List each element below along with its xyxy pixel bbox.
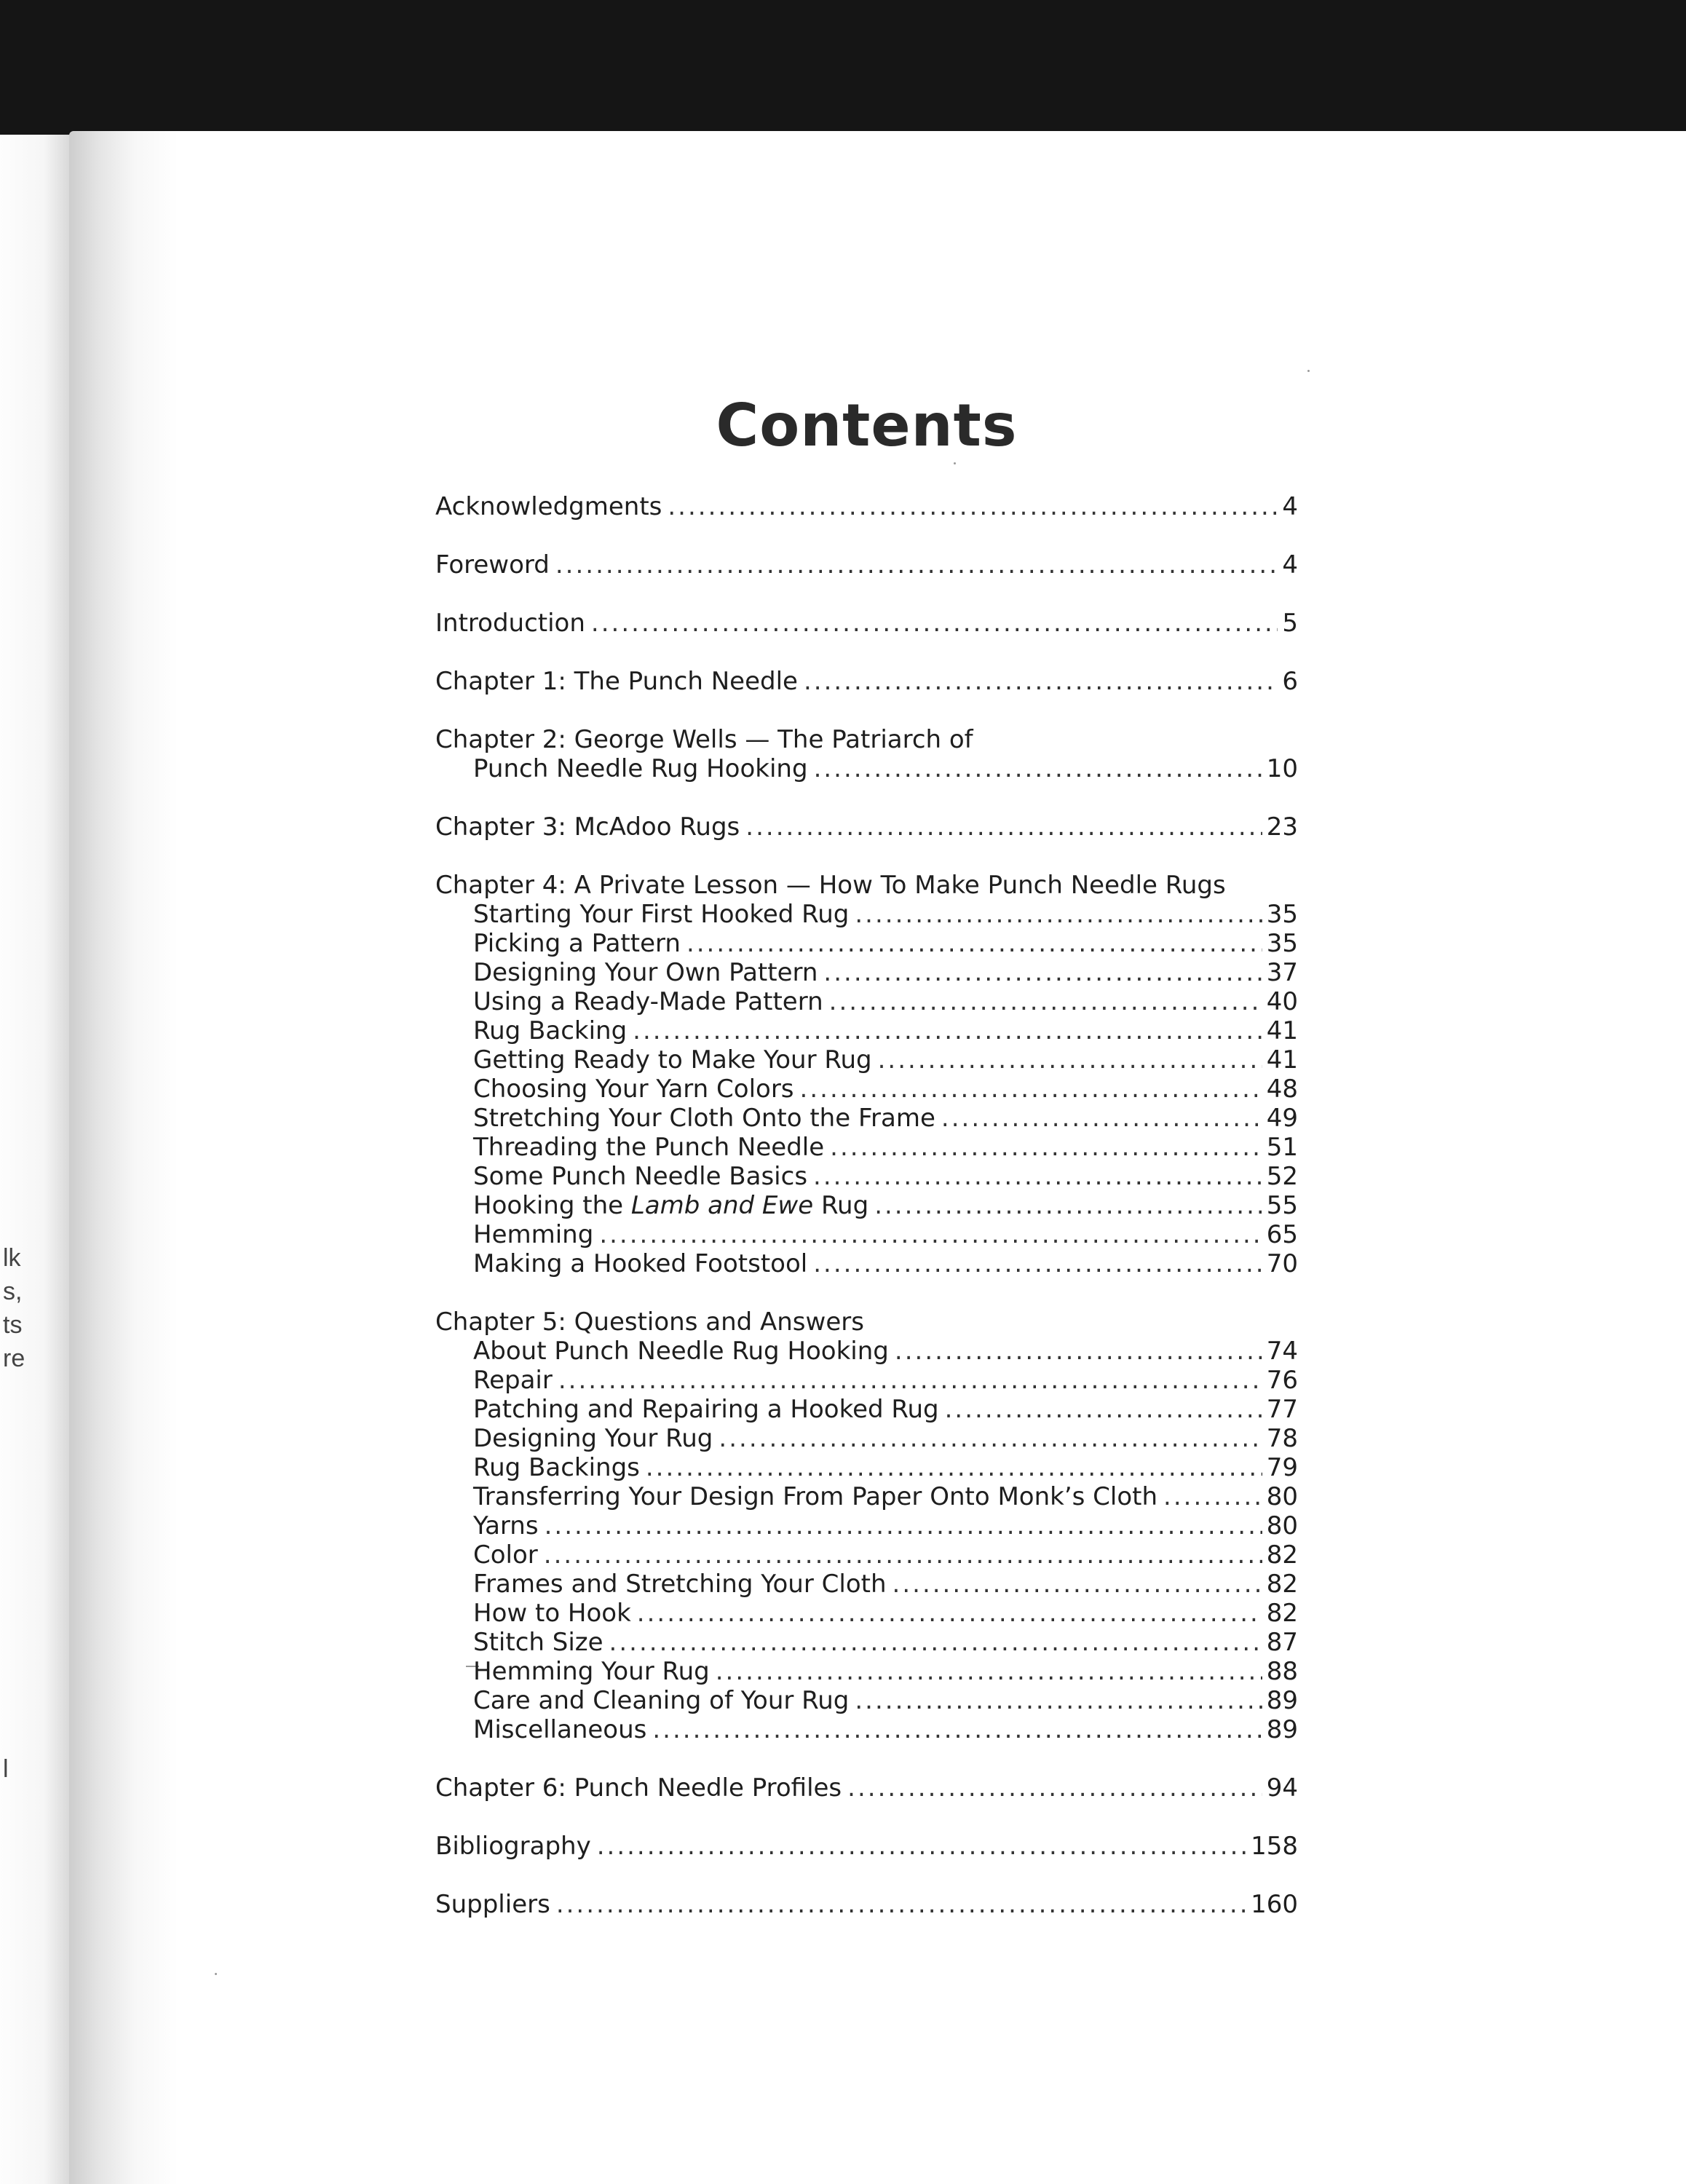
dot-leader <box>893 1570 1262 1599</box>
dot-leader <box>556 1890 1246 1919</box>
toc-subentry <box>435 1511 1298 1540</box>
toc-page-number: 158 <box>1251 1832 1298 1861</box>
dot-leader <box>895 1337 1262 1366</box>
left-page-text-fragment: re <box>3 1345 25 1372</box>
toc-entry-chapter-6 <box>435 1773 1298 1803</box>
toc-entry-title <box>473 1191 868 1220</box>
toc-entry-chapter-3 <box>435 812 1298 842</box>
toc-subentry <box>435 1191 1298 1220</box>
toc-entry-foreword <box>435 550 1298 579</box>
toc-entry-title: Transferring Your Design From Paper Onto Monk’s Cloth <box>473 1482 1158 1511</box>
toc-entry-title: Rug Backing <box>473 1016 628 1045</box>
dot-leader <box>545 1511 1262 1540</box>
toc-subentry <box>435 1337 1298 1366</box>
toc-entry-title: Threading the Punch Needle <box>473 1133 825 1162</box>
toc-page-number: 35 <box>1266 900 1298 929</box>
toc-entry-title: Introduction <box>435 609 585 638</box>
toc-page-number: 41 <box>1266 1045 1298 1075</box>
dot-leader <box>686 929 1262 958</box>
toc-page-number: 5 <box>1282 609 1298 638</box>
dot-leader <box>633 1016 1262 1045</box>
table-of-contents <box>435 386 1298 1948</box>
toc-page-number: 80 <box>1266 1511 1298 1540</box>
paper-speck <box>1307 370 1310 372</box>
toc-entry-title: Miscellaneous <box>473 1715 647 1744</box>
toc-entry-title: Getting Ready to Make Your Rug <box>473 1045 872 1075</box>
dot-leader <box>800 1075 1262 1104</box>
toc-chapter-heading: Chapter 5: Questions and Answers <box>435 1307 864 1337</box>
toc-entry-title: Patching and Repairing a Hooked Rug <box>473 1395 939 1424</box>
toc-entry-acknowledgments <box>435 492 1298 521</box>
toc-subentry <box>435 1249 1298 1278</box>
toc-entry-title: Acknowledgments <box>435 492 662 521</box>
left-page-text-fragment: l <box>3 1755 9 1783</box>
toc-entry-title: Starting Your First Hooked Rug <box>473 900 850 929</box>
toc-subentry <box>435 1453 1298 1482</box>
toc-page-number: 4 <box>1282 492 1298 521</box>
toc-subentry <box>435 987 1298 1016</box>
toc-title-part: Hooking the <box>473 1191 631 1220</box>
dot-leader <box>609 1628 1262 1657</box>
toc-entry-title: Making a Hooked Footstool <box>473 1249 808 1278</box>
toc-subentry <box>435 1133 1298 1162</box>
dot-leader <box>847 1773 1262 1803</box>
toc-page-number: 88 <box>1266 1657 1298 1686</box>
dot-leader <box>823 958 1262 987</box>
toc-subentry <box>435 1220 1298 1249</box>
toc-subentry <box>435 1540 1298 1570</box>
toc-subentry <box>435 1657 1298 1686</box>
dot-leader <box>830 1133 1262 1162</box>
toc-entry-title: How to Hook <box>473 1599 631 1628</box>
toc-entry-chapter-1 <box>435 667 1298 696</box>
dot-leader <box>637 1599 1262 1628</box>
left-page-text-fragment: s, <box>3 1278 23 1305</box>
dot-leader <box>813 1249 1262 1278</box>
dot-leader <box>941 1104 1262 1133</box>
toc-subentry <box>435 1045 1298 1075</box>
toc-page-number: 6 <box>1282 667 1298 696</box>
toc-entry-title: Chapter 1: The Punch Needle <box>435 667 798 696</box>
toc-entry-title: Chapter 3: McAdoo Rugs <box>435 812 740 842</box>
toc-chapter-heading: Chapter 4: A Private Lesson — How To Make Punch Needle Rugs <box>435 871 1226 900</box>
dot-leader <box>716 1657 1262 1686</box>
toc-entry-introduction <box>435 609 1298 638</box>
toc-entry-title: Stretching Your Cloth Onto the Frame <box>473 1104 935 1133</box>
toc-page-number: 82 <box>1266 1540 1298 1570</box>
dot-leader <box>829 987 1262 1016</box>
toc-page-number: 78 <box>1266 1424 1298 1453</box>
toc-entry-title: Yarns <box>473 1511 539 1540</box>
toc-page-number: 10 <box>1266 754 1298 783</box>
toc-subentry <box>435 1366 1298 1395</box>
dot-leader <box>652 1715 1262 1744</box>
dot-leader <box>855 900 1262 929</box>
toc-page-number: 40 <box>1266 987 1298 1016</box>
toc-page-number: 49 <box>1266 1104 1298 1133</box>
toc-page-number: 82 <box>1266 1599 1298 1628</box>
toc-page-number: 52 <box>1266 1162 1298 1191</box>
dot-leader <box>855 1686 1262 1715</box>
toc-entry-title: Suppliers <box>435 1890 550 1919</box>
toc-page-number: 41 <box>1266 1016 1298 1045</box>
dot-leader <box>745 812 1262 842</box>
toc-entry-title: Some Punch Needle Basics <box>473 1162 808 1191</box>
toc-subentry <box>435 1162 1298 1191</box>
toc-page-number: 89 <box>1266 1715 1298 1744</box>
dot-leader <box>591 609 1278 638</box>
toc-page-number: 160 <box>1251 1890 1298 1919</box>
toc-entry-title: Hemming Your Rug <box>473 1657 710 1686</box>
toc-entry-title: Using a Ready-Made Pattern <box>473 987 823 1016</box>
toc-page-number: 80 <box>1266 1482 1298 1511</box>
toc-page-number: 35 <box>1266 929 1298 958</box>
toc-page-number: 82 <box>1266 1570 1298 1599</box>
toc-chapter-4 <box>435 871 1298 1278</box>
toc-subentry <box>435 1686 1298 1715</box>
toc-subentry <box>435 929 1298 958</box>
toc-entry-suppliers <box>435 1890 1298 1919</box>
toc-entry-title: Hemming <box>473 1220 594 1249</box>
dot-leader <box>874 1191 1262 1220</box>
toc-entry-title: About Punch Needle Rug Hooking <box>473 1337 889 1366</box>
dot-leader <box>646 1453 1262 1482</box>
scanner-background <box>0 0 1686 138</box>
toc-page-number: 77 <box>1266 1395 1298 1424</box>
toc-entry-title: Frames and Stretching Your Cloth <box>473 1570 887 1599</box>
toc-page-number: 23 <box>1266 812 1298 842</box>
toc-page-number: 4 <box>1282 550 1298 579</box>
dot-leader <box>719 1424 1262 1453</box>
toc-entry-title: Designing Your Rug <box>473 1424 713 1453</box>
toc-page-number: 55 <box>1266 1191 1298 1220</box>
toc-title-part: Rug <box>813 1191 869 1220</box>
dot-leader <box>945 1395 1262 1424</box>
toc-page-number: 94 <box>1266 1773 1298 1803</box>
toc-title-italic: Lamb and Ewe <box>630 1191 814 1220</box>
dot-leader <box>544 1540 1262 1570</box>
toc-entry-chapter-2 <box>435 725 1298 783</box>
toc-subentry <box>435 1628 1298 1657</box>
dot-leader <box>1163 1482 1262 1511</box>
toc-page-number: 51 <box>1266 1133 1298 1162</box>
toc-subentry <box>435 1016 1298 1045</box>
left-page-text-fragment: lk <box>3 1244 21 1272</box>
toc-subentry <box>435 958 1298 987</box>
toc-entry-title: Foreword <box>435 550 550 579</box>
toc-entry-title: Punch Needle Rug Hooking <box>473 754 808 783</box>
toc-subentry <box>435 1482 1298 1511</box>
toc-subentry <box>435 1715 1298 1744</box>
toc-subentry <box>435 1075 1298 1104</box>
page-title: Contents <box>716 392 1018 459</box>
toc-page-number: 76 <box>1266 1366 1298 1395</box>
toc-page-number: 87 <box>1266 1628 1298 1657</box>
dot-leader <box>555 550 1278 579</box>
toc-subentry <box>435 1104 1298 1133</box>
toc-entry-title: Color <box>473 1540 538 1570</box>
toc-entry-title: Designing Your Own Pattern <box>473 958 818 987</box>
toc-entry-title: Rug Backings <box>473 1453 640 1482</box>
toc-subentry <box>435 1424 1298 1453</box>
toc-page-number: 70 <box>1266 1249 1298 1278</box>
toc-page-number: 48 <box>1266 1075 1298 1104</box>
toc-chapter-heading: Chapter 2: George Wells — The Patriarch of <box>435 725 973 754</box>
dot-leader <box>558 1366 1262 1395</box>
dot-leader <box>813 1162 1262 1191</box>
toc-entry-title: Care and Cleaning of Your Rug <box>473 1686 850 1715</box>
toc-entry-title: Stitch Size <box>473 1628 603 1657</box>
dot-leader <box>814 754 1262 783</box>
toc-entry-bibliography <box>435 1832 1298 1861</box>
toc-entry-title: Chapter 6: Punch Needle Profiles <box>435 1773 842 1803</box>
toc-subentry <box>435 1570 1298 1599</box>
toc-page-number: 74 <box>1266 1337 1298 1366</box>
toc-subentry <box>435 900 1298 929</box>
dot-leader <box>668 492 1278 521</box>
paper-speck <box>215 1973 217 1975</box>
toc-entry-title: Choosing Your Yarn Colors <box>473 1075 794 1104</box>
toc-page-number: 79 <box>1266 1453 1298 1482</box>
dot-leader <box>804 667 1278 696</box>
toc-chapter-5 <box>435 1307 1298 1744</box>
toc-page-number: 37 <box>1266 958 1298 987</box>
toc-subentry <box>435 1395 1298 1424</box>
toc-entry-title: Bibliography <box>435 1832 591 1861</box>
toc-page-number: 89 <box>1266 1686 1298 1715</box>
left-page-text-fragment: ts <box>3 1311 23 1339</box>
toc-subentry <box>435 1599 1298 1628</box>
dot-leader <box>597 1832 1246 1861</box>
toc-entry-title: Repair <box>473 1366 553 1395</box>
toc-entry-title: Picking a Pattern <box>473 929 681 958</box>
dot-leader <box>599 1220 1262 1249</box>
dot-leader <box>878 1045 1262 1075</box>
toc-page-number: 65 <box>1266 1220 1298 1249</box>
